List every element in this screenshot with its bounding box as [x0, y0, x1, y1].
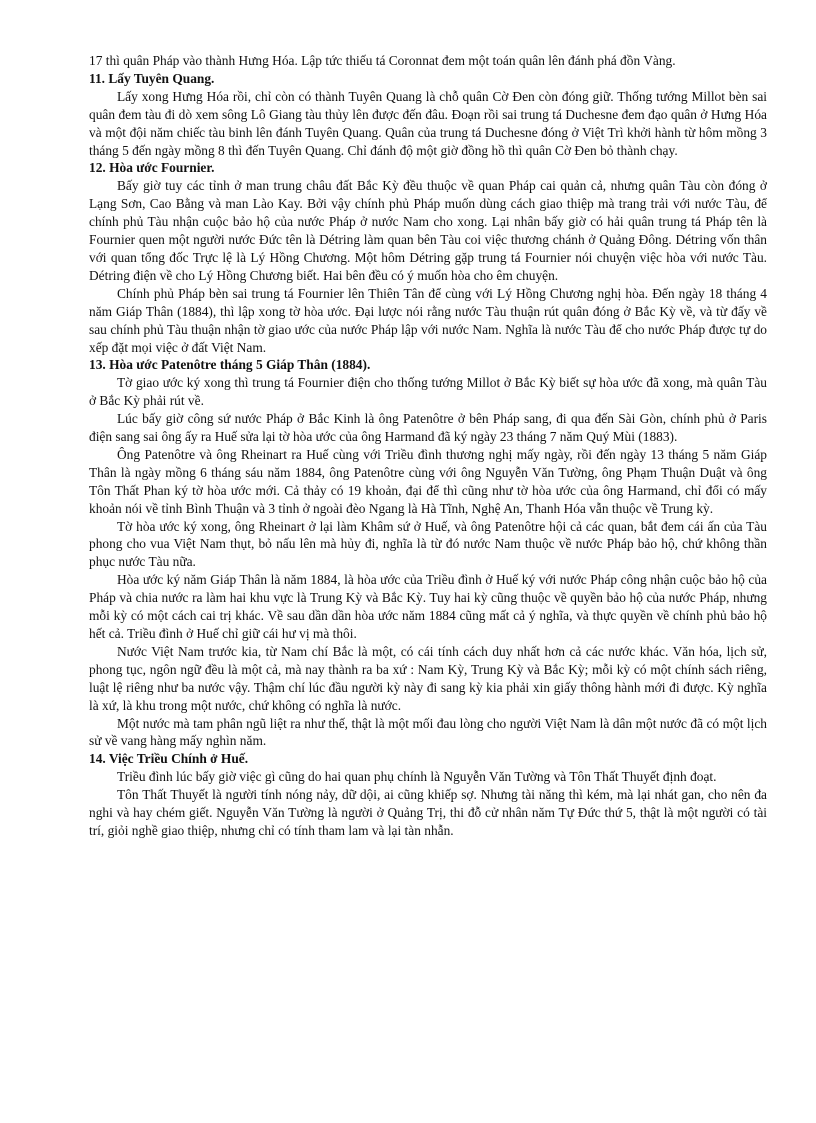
paragraph: 17 thì quân Pháp vào thành Hưng Hóa. Lập tức thiếu tá Coronnat đem một toán quân lên đánh phá đồn Vàng.: [89, 53, 676, 68]
paragraph: Ông Patenôtre và ông Rheinart ra Huế cùng với Triều đình thương nghị mấy ngày, rồi đến ngày 13 tháng 5 năm Giáp Thân là ngày mồng 6 tháng sáu năm 1884, ông Patenôtre cùng với ông Nguyễn Văn Tường, ông Phạm Thuận Duật và ông Tôn Thất Phan ký tờ hòa ước mới. Cả thảy có 19 khoản, đại để thì cũng như tờ hòa ước của ông Harmand, chỉ đổi có mấy khoản nói về tỉnh Bình Thuận và 3 tỉnh ở ngoài đèo Ngang là Hà Tĩnh, Nghệ An, Thanh Hóa vẫn thuộc về Trung kỳ.: [89, 446, 767, 516]
paragraph: Triều đình lúc bấy giờ việc gì cũng do hai quan phụ chính là Nguyễn Văn Tường và Tôn Thất Thuyết định đoạt.: [117, 769, 717, 785]
paragraph: Chính phủ Pháp bèn sai trung tá Fournier lên Thiên Tân để cùng với Lý Hồng Chương nghị hòa. Đến ngày 18 tháng 4 năm Giáp Thân (1884), thì lập xong tờ hòa ước. Đại lược nói rằng nước Tàu thuận rút quân đóng ở Bắc Kỳ về, và từ đấy về sau chính phủ Tàu thuận nhận tờ giao ước của nước Pháp lập với nước Nam. Nghĩa là nước Tàu để cho nước Pháp được tự do xếp đặt mọi việc ở đất Việt Nam.: [89, 285, 767, 355]
section-heading: 11. Lấy Tuyên Quang.: [89, 70, 215, 86]
paragraph: Bấy giờ tuy các tỉnh ở man trung châu đất Bắc Kỳ đều thuộc về quan Pháp cai quản cả, nhưng quân Tàu còn đóng ở Lạng Sơn, Cao Bằng và man Lào Kay. Bởi vậy chính phủ Pháp muốn dùng cách giao thiệp mà trang trải với nước Tàu, để chính phủ Tàu nhận cuộc bảo hộ của nước Pháp ở nước Nam cho xong. Lại nhân bấy giờ có hải quân trung tá Pháp tên là Fournier quen một người nước Đức tên là Détring làm quan bên Tàu coi việc thương chánh ở Quảng Đông. Détring vốn thân với quan tổng đốc Trực lệ là Lý Hồng Chương. Một hôm Détring gặp trung tá Fournier nói chuyện việc hòa với nước Tàu. Détring điện về cho Lý Hồng Chương biết. Hai bên đều có ý muốn hòa cho êm chuyện.: [89, 178, 767, 283]
paragraph: Một nước mà tam phân ngũ liệt ra như thế, thật là một mối đau lòng cho người Việt Nam là dân một nước đã có một lịch sử về vang hàng mấy nghìn năm.: [89, 715, 767, 749]
document-page: [89, 52, 767, 840]
paragraph: Hòa ước ký năm Giáp Thân là năm 1884, là hòa ước của Triều đình ở Huế ký với nước Pháp công nhận cuộc bảo hộ của Pháp và chia nước ra làm hai khu vực là Trung Kỳ và Bắc Kỳ. Tuy hai kỳ cũng thuộc về quyền bảo hộ của nước Pháp, nhưng mỗi kỳ có một cách cai trị khác. Về sau dần dần hòa ước năm 1884 cũng mất cả ý nghĩa, và thực quyền về chính phủ bảo hộ hết cả. Triều đình ở Huế chỉ giữ cái hư vị mà thôi.: [89, 572, 767, 641]
section-heading: 14. Việc Triều Chính ở Huế.: [89, 751, 249, 767]
section-heading: 13. Hòa ước Patenôtre tháng 5 Giáp Thân (1884).: [89, 357, 371, 373]
paragraph: Lấy xong Hưng Hóa rồi, chỉ còn có thành Tuyên Quang là chỗ quân Cờ Đen còn đóng giữ. Thống tướng Millot bèn sai quân đem tàu đi dò xem sông Lô Giang tàu thủy lên được đến đâu. Đoạn rồi sai trung tá Duchesne đem đạo quân ở Hưng Hóa và một đội năm chiếc tàu binh lên đánh Tuyên Quang. Quân của trung tá Duchesne đóng ở Việt Trì khởi hành từ hôm mồng 3 tháng 5 đến ngày mồng 8 thì đến Tuyên Quang. Chỉ đánh độ một giờ đồng hồ thì quân Cờ Đen bỏ thành chạy.: [89, 88, 767, 158]
section-heading: 12. Hòa ước Fournier.: [89, 160, 215, 176]
paragraph: Nước Việt Nam trước kia, từ Nam chí Bắc là một, có cái tính cách duy nhất hơn cả các nước khác. Văn hóa, lịch sử, phong tục, ngôn ngữ đều là một cả, mà nay thành ra ba xứ : Nam Kỳ, Trung Kỳ và Bắc Kỳ; mỗi kỳ có một chính sách riêng, luật lệ riêng như ba nước vậy. Thậm chí lúc đầu người kỳ này đi sang kỳ kia phải xin giấy thông hành mới đi được. Kỳ nghĩa là xứ, là khu trong một nước, chứ không có nghĩa là nước.: [89, 643, 767, 713]
paragraph: Tờ giao ước ký xong thì trung tá Fournier điện cho thống tướng Millot ở Bắc Kỳ biết sự hòa ước đã xong, mà quân Tàu ở Bắc Kỳ phải rút về.: [89, 375, 767, 409]
paragraph: Tôn Thất Thuyết là người tính nóng nảy, dữ dội, ai cũng khiếp sợ. Nhưng tài năng thì kém, mà lại nhát gan, cho nên đa nghi và hay chém giết. Nguyễn Văn Tường là người ở Quảng Trị, thi đỗ cử nhân năm Tự Đức thứ 5, thật là một người có tài trí, giỏi nghề giao thiệp, nhưng chỉ có tính tham lam và lại tàn nhẫn.: [89, 787, 767, 838]
paragraph: Tờ hòa ước ký xong, ông Rheinart ở lại làm Khâm sứ ở Huế, và ông Patenôtre hội cả các quan, bắt đem cái ấn của Tàu phong cho vua Việt Nam thụt, bỏ nấu lên mà hủy đi, nghĩa là từ đó nước Nam thuộc về nước Pháp bảo hộ, chứ không thần phục nước Tàu nữa.: [89, 518, 767, 570]
paragraph: Lúc bấy giờ công sứ nước Pháp ở Bắc Kinh là ông Patenôtre ở bên Pháp sang, đi qua đến Sài Gòn, chính phủ ở Paris điện sang sai ông ấy ra Huế sửa lại tờ hòa ước của ông Harmand đã ký ngày 23 tháng 7 năm Quý Mùi (1883).: [89, 411, 767, 445]
